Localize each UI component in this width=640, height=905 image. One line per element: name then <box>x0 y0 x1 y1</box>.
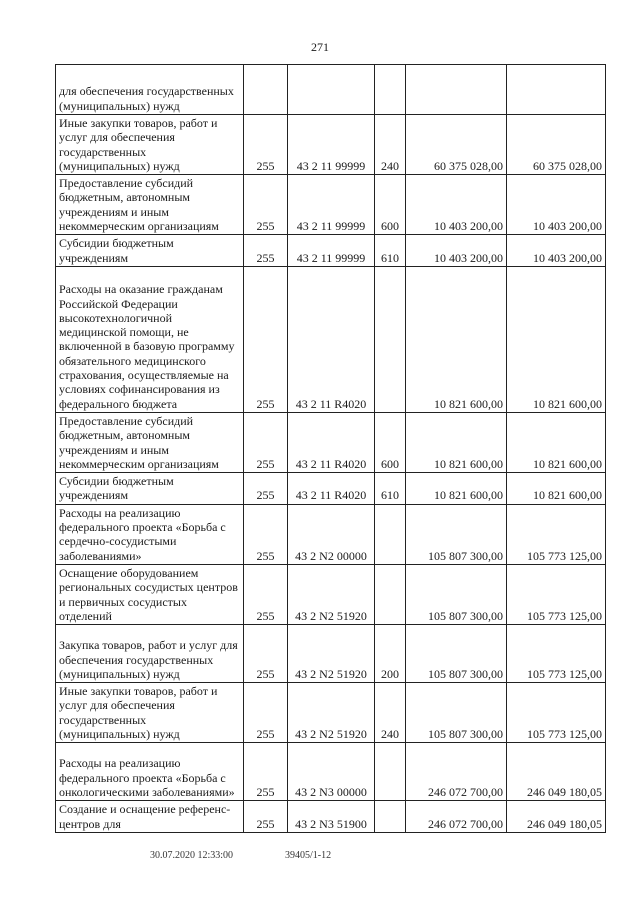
table-row <box>56 65 606 115</box>
table-row <box>56 801 606 833</box>
row-amount-year2-cell: 105 773 125,00 <box>507 683 606 743</box>
row-vr-cell <box>375 743 406 801</box>
row-amount-year1-cell: 105 807 300,00 <box>406 683 507 743</box>
row-vr-cell: 600 <box>375 412 406 472</box>
row-vr-cell: 610 <box>375 473 406 505</box>
row-csr-cell: 43 2 N2 00000 <box>288 504 375 564</box>
row-csr-cell: 43 2 11 99999 <box>288 235 375 267</box>
table-row <box>56 473 606 505</box>
row-grbs-cell: 255 <box>244 473 288 505</box>
row-amount-year2-cell: 10 821 600,00 <box>507 473 606 505</box>
row-amount-year2-cell <box>507 65 606 115</box>
row-name-cell: Расходы на реализацию федерального проекта «Борьба с сердечно-сосудистыми заболеваниями» <box>56 504 244 564</box>
footer-doc-id: 39405/1-12 <box>285 850 332 861</box>
row-csr-cell: 43 2 N2 51920 <box>288 683 375 743</box>
row-vr-cell <box>375 564 406 624</box>
row-amount-year1-cell <box>406 65 507 115</box>
row-grbs-cell: 255 <box>244 625 288 683</box>
row-csr-cell: 43 2 11 R4020 <box>288 473 375 505</box>
table-row <box>56 683 606 743</box>
row-amount-year1-cell: 246 072 700,00 <box>406 801 507 833</box>
row-grbs-cell: 255 <box>244 266 288 412</box>
row-amount-year2-cell: 60 375 028,00 <box>507 115 606 175</box>
row-csr-cell: 43 2 11 R4020 <box>288 412 375 472</box>
row-csr-cell: 43 2 N3 00000 <box>288 743 375 801</box>
row-name-cell: Создание и оснащение референс-центров для <box>56 801 244 833</box>
row-name-cell: Предоставление субсидий бюджетным, автономным учреждениям и иным некоммерческим организациям <box>56 412 244 472</box>
row-amount-year2-cell: 10 403 200,00 <box>507 235 606 267</box>
table-row <box>56 504 606 564</box>
row-amount-year1-cell: 10 403 200,00 <box>406 235 507 267</box>
row-grbs-cell: 255 <box>244 235 288 267</box>
row-amount-year1-cell: 105 807 300,00 <box>406 625 507 683</box>
row-grbs-cell: 255 <box>244 115 288 175</box>
row-grbs-cell: 255 <box>244 412 288 472</box>
row-vr-cell <box>375 504 406 564</box>
table-row <box>56 625 606 683</box>
row-name-cell: Иные закупки товаров, работ и услуг для обеспечения государственных (муниципальных) нужд <box>56 683 244 743</box>
row-amount-year1-cell: 60 375 028,00 <box>406 115 507 175</box>
row-amount-year2-cell: 10 821 600,00 <box>507 266 606 412</box>
table-row <box>56 175 606 235</box>
row-csr-cell: 43 2 N3 51900 <box>288 801 375 833</box>
row-vr-cell: 600 <box>375 175 406 235</box>
row-amount-year1-cell: 10 403 200,00 <box>406 175 507 235</box>
row-name-cell: Оснащение оборудованием региональных сосудистых центров и первичных сосудистых отделений <box>56 564 244 624</box>
row-grbs-cell <box>244 65 288 115</box>
row-vr-cell <box>375 65 406 115</box>
row-vr-cell: 240 <box>375 115 406 175</box>
row-grbs-cell: 255 <box>244 175 288 235</box>
row-name-cell: Предоставление субсидий бюджетным, автономным учреждениям и иным некоммерческим организациям <box>56 175 244 235</box>
row-vr-cell: 240 <box>375 683 406 743</box>
row-amount-year2-cell: 105 773 125,00 <box>507 625 606 683</box>
table-row <box>56 564 606 624</box>
row-vr-cell <box>375 266 406 412</box>
row-grbs-cell: 255 <box>244 683 288 743</box>
row-grbs-cell: 255 <box>244 504 288 564</box>
row-name-cell: Закупка товаров, работ и услуг для обеспечения государственных (муниципальных) нужд <box>56 625 244 683</box>
row-amount-year2-cell: 105 773 125,00 <box>507 504 606 564</box>
row-csr-cell: 43 2 11 99999 <box>288 175 375 235</box>
table-row <box>56 115 606 175</box>
row-grbs-cell: 255 <box>244 801 288 833</box>
row-amount-year1-cell: 10 821 600,00 <box>406 473 507 505</box>
row-vr-cell: 200 <box>375 625 406 683</box>
row-name-cell: Иные закупки товаров, работ и услуг для обеспечения государственных (муниципальных) нужд <box>56 115 244 175</box>
row-csr-cell: 43 2 N2 51920 <box>288 625 375 683</box>
row-name-cell: Расходы на оказание гражданам Российской Федерации высокотехнологичной медицинской помощи, не включенной в базовую программу обязательного медицинского страхования, осуществляемые на условиях софинансирования из федерального бюджета <box>56 266 244 412</box>
row-amount-year2-cell: 246 049 180,05 <box>507 801 606 833</box>
row-amount-year2-cell: 10 821 600,00 <box>507 412 606 472</box>
footer-date: 30.07.2020 12:33:00 <box>150 850 234 861</box>
row-amount-year1-cell: 105 807 300,00 <box>406 564 507 624</box>
row-grbs-cell: 255 <box>244 743 288 801</box>
table-row <box>56 266 606 412</box>
table-row <box>56 743 606 801</box>
table-row <box>56 412 606 472</box>
row-vr-cell: 610 <box>375 235 406 267</box>
row-name-cell: Субсидии бюджетным учреждениям <box>56 473 244 505</box>
row-name-cell: Расходы на реализацию федерального проекта «Борьба с онкологическими заболеваниями» <box>56 743 244 801</box>
row-csr-cell: 43 2 N2 51920 <box>288 564 375 624</box>
row-name-cell: Субсидии бюджетным учреждениям <box>56 235 244 267</box>
row-amount-year2-cell: 105 773 125,00 <box>507 564 606 624</box>
row-amount-year1-cell: 105 807 300,00 <box>406 504 507 564</box>
table-row <box>56 235 606 267</box>
row-csr-cell <box>288 65 375 115</box>
row-vr-cell <box>375 801 406 833</box>
row-csr-cell: 43 2 11 R4020 <box>288 266 375 412</box>
row-name-cell: для обеспечения государственных (муниципальных) нужд <box>56 65 244 115</box>
page-number: 271 <box>311 40 329 54</box>
budget-table <box>55 64 606 833</box>
row-amount-year1-cell: 10 821 600,00 <box>406 266 507 412</box>
row-grbs-cell: 255 <box>244 564 288 624</box>
row-amount-year2-cell: 10 403 200,00 <box>507 175 606 235</box>
row-csr-cell: 43 2 11 99999 <box>288 115 375 175</box>
row-amount-year2-cell: 246 049 180,05 <box>507 743 606 801</box>
row-amount-year1-cell: 10 821 600,00 <box>406 412 507 472</box>
row-amount-year1-cell: 246 072 700,00 <box>406 743 507 801</box>
table-body <box>56 65 606 833</box>
